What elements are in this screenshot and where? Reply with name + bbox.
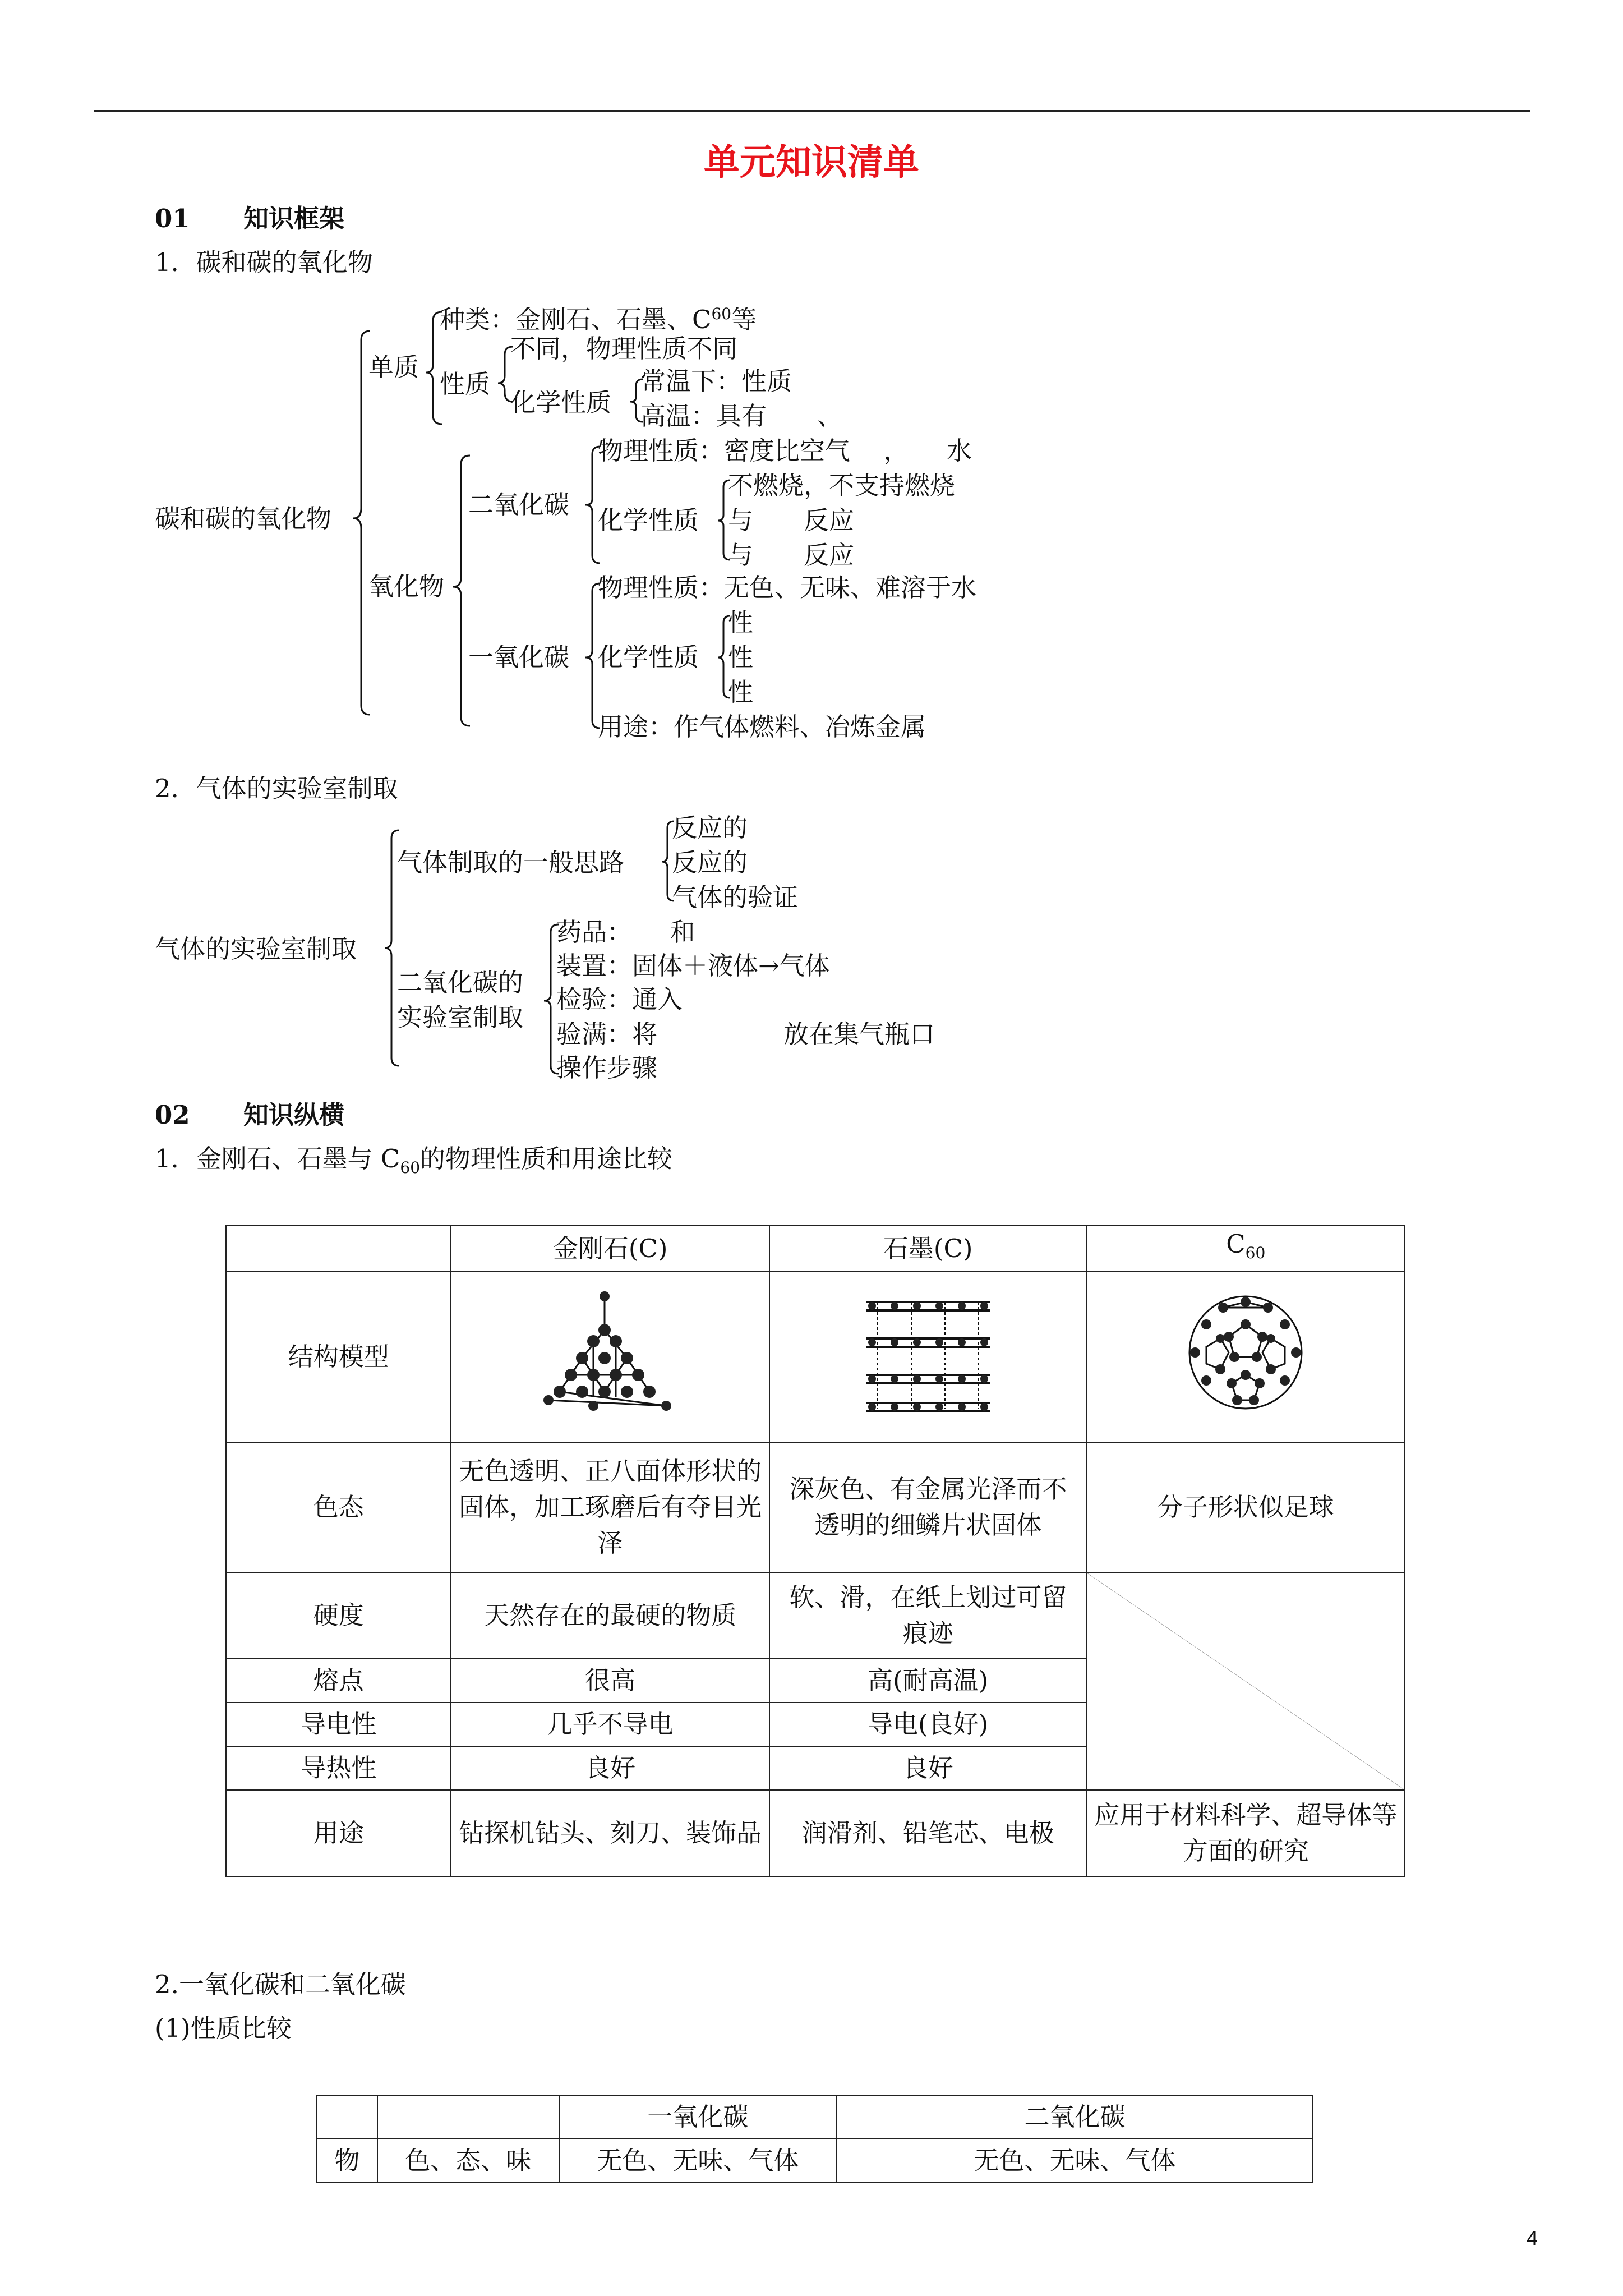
node-co2-wuli: 物理性质：密度比空气 ， 水 <box>598 436 972 466</box>
node-zhonglei: 种类：金刚石、石墨、$C^{60}$等 <box>440 305 757 334</box>
node-changwen: 常温下：性质 <box>640 366 792 396</box>
tree1-root: 碳和碳的氧化物 <box>155 504 332 533</box>
carbon-comparison-table <box>225 1225 1405 1877</box>
node-s2: 反应的 <box>672 848 748 877</box>
row-label: 结构模型 <box>226 1272 451 1442</box>
row-label: 色、态、味 <box>377 2139 559 2183</box>
section-number: 01 <box>155 204 190 233</box>
section-number-2: 02 <box>155 1100 190 1130</box>
diamond-cell: 很高 <box>451 1659 769 1703</box>
node-danzhi: 单质 <box>368 352 419 382</box>
c60-model-image <box>1086 1272 1405 1442</box>
row-label: 熔点 <box>226 1659 451 1703</box>
node-l3: 检验：通入 <box>556 984 683 1014</box>
c60-empty-diagonal-cell <box>1086 1572 1405 1790</box>
subsection-sub: (1)性质比较 <box>155 2013 292 2043</box>
graphite-cell: 高(耐高温) <box>769 1659 1087 1703</box>
table-row <box>226 1790 1405 1876</box>
node-co-yongtu: 用途：作气体燃料、冶炼金属 <box>598 712 926 742</box>
page-title: 单元知识清单 <box>704 141 919 183</box>
node-co: 一氧化碳 <box>468 642 570 672</box>
node-co2-huaxue: 化学性质 <box>598 505 699 535</box>
page-number: 4 <box>1526 2226 1538 2249</box>
row-label: 色态 <box>226 1442 451 1572</box>
header-empty <box>317 2095 377 2139</box>
header-graphite: 石墨(C) <box>769 1226 1087 1272</box>
co-cell: 无色、无味、气体 <box>559 2139 837 2183</box>
diamond-cell: 几乎不导电 <box>451 1703 769 1746</box>
graphite-cell: 良好 <box>769 1746 1087 1790</box>
subsection-title-2: 2．气体的实验室制取 <box>155 774 398 803</box>
table-header-row <box>317 2095 1313 2139</box>
header-c60: $C_{60}$ <box>1086 1226 1405 1272</box>
node-co2-h1: 不燃烧，不支持燃烧 <box>728 471 956 500</box>
graphite-cell: 深灰色、有金属光泽而不透明的细鳞片状固体 <box>769 1442 1087 1572</box>
diamond-model-image <box>451 1272 769 1442</box>
row-label: 用途 <box>226 1790 451 1876</box>
row-label: 导热性 <box>226 1746 451 1790</box>
node-co-huaxue: 化学性质 <box>598 642 699 672</box>
table-row <box>317 2139 1313 2183</box>
header-empty <box>377 2095 559 2139</box>
header-co2: 二氧化碳 <box>837 2095 1313 2139</box>
section-label: 知识框架 <box>243 204 345 233</box>
table-row <box>226 1572 1405 1659</box>
node-co-h3: 性 <box>728 677 754 707</box>
table-header-row <box>226 1226 1405 1272</box>
node-l1: 药品： 和 <box>556 917 695 947</box>
table-row <box>226 1442 1405 1572</box>
header-diamond: 金刚石(C) <box>451 1226 769 1272</box>
header-co: 一氧化碳 <box>559 2095 837 2139</box>
table-row <box>226 1272 1405 1442</box>
node-s1: 反应的 <box>672 813 748 843</box>
node-co2-lab-1: 二氧化碳的 <box>397 968 524 997</box>
node-co-wuli: 物理性质：无色、无味、难溶于水 <box>598 573 977 602</box>
node-co-h2: 性 <box>728 642 754 672</box>
row-label: 硬度 <box>226 1572 451 1659</box>
graphite-model-image <box>769 1272 1087 1442</box>
node-co2-lab-2: 实验室制取 <box>397 1002 524 1032</box>
node-l2: 装置：固体＋液体→气体 <box>556 951 830 981</box>
diamond-cell: 无色透明、正八面体形状的固体，加工琢磨后有夺目光泽 <box>451 1442 769 1572</box>
c60-cell: 分子形状似足球 <box>1086 1442 1405 1572</box>
node-co-h1: 性 <box>728 608 754 637</box>
subsection-title-3: 1．金刚石、石墨与 $C_{60}$的物理性质和用途比较 <box>155 1144 673 1177</box>
node-butong: 不同，物理性质不同 <box>510 334 738 364</box>
graphite-cell: 润滑剂、铅笔芯、电极 <box>769 1790 1087 1876</box>
node-xingzhi: 性质 <box>440 369 491 399</box>
row-label: 导电性 <box>226 1703 451 1746</box>
co2-cell: 无色、无味、气体 <box>837 2139 1313 2183</box>
diamond-cell: 良好 <box>451 1746 769 1790</box>
node-gaowen: 高温：具有 、 <box>640 401 843 431</box>
subsection-title: 1．碳和碳的氧化物 <box>155 247 373 277</box>
subsection-title-4: 2.一氧化碳和二氧化碳 <box>155 1970 406 1999</box>
diamond-cell: 钻探机钻头、刻刀、装饰品 <box>451 1790 769 1876</box>
diamond-cell: 天然存在的最硬的物质 <box>451 1572 769 1659</box>
node-silu: 气体制取的一般思路 <box>397 848 625 877</box>
section-label-2: 知识纵横 <box>243 1100 345 1130</box>
co-co2-table <box>316 2095 1313 2183</box>
node-huaxue: 化学性质 <box>510 388 612 417</box>
node-co2-h2: 与 反应 <box>728 505 855 535</box>
header-empty <box>226 1226 451 1272</box>
node-co2-h3: 与 反应 <box>728 540 855 570</box>
graphite-cell: 导电(良好) <box>769 1703 1087 1746</box>
node-l4: 验满：将 放在集气瓶口 <box>556 1019 935 1049</box>
row-group-label: 物 <box>317 2139 377 2183</box>
graphite-cell: 软、滑，在纸上划过可留痕迹 <box>769 1572 1087 1659</box>
node-s3: 气体的验证 <box>672 882 799 912</box>
node-l5: 操作步骤 <box>556 1053 658 1083</box>
node-yanghuawu: 氧化物 <box>368 572 445 601</box>
c60-cell: 应用于材料科学、超导体等方面的研究 <box>1086 1790 1405 1876</box>
tree2-root: 气体的实验室制取 <box>155 934 357 964</box>
node-co2: 二氧化碳 <box>468 490 570 519</box>
